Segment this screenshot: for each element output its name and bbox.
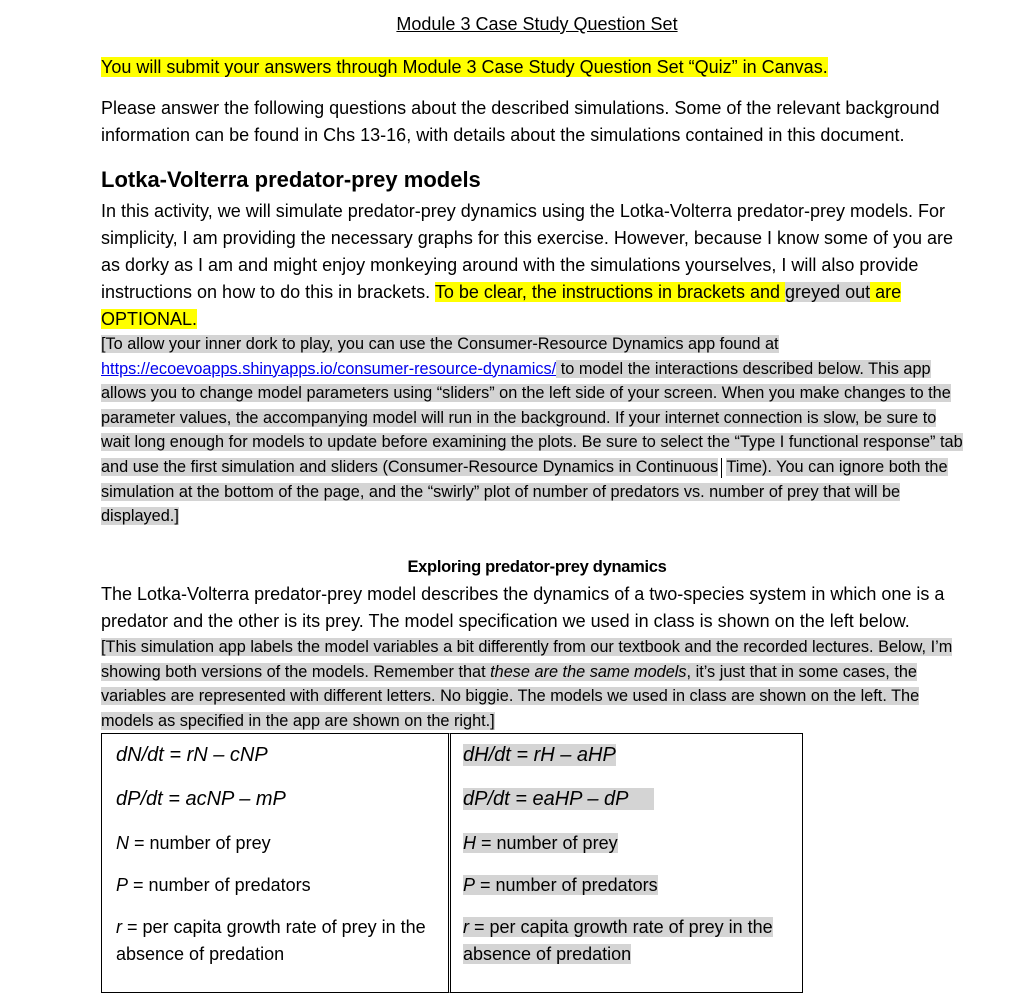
left-var-n-def: = number of prey xyxy=(129,833,271,853)
left-var-r-symbol: r xyxy=(116,917,122,937)
instructions-tail: Time). You can ignore both the simulation at the bottom of the page, and the “swirly” plot of number of predators vs. number of prey that will be displayed.] xyxy=(101,457,948,526)
left-var-r xyxy=(116,914,426,968)
subheading: Exploring predator-prey dynamics xyxy=(407,558,667,576)
right-eq-predator-text: dP/dt = eaHP – dP xyxy=(463,788,654,810)
app-model-cell xyxy=(448,733,803,993)
model-comparison-table xyxy=(101,733,803,993)
submit-note xyxy=(101,54,828,81)
app-labels-italic: these are the same models xyxy=(490,662,687,681)
right-var-h xyxy=(463,830,618,857)
instructions-intro: [To allow your inner dork to play, you can use the Consumer-Resource Dynamics app found at xyxy=(101,335,779,353)
lv-paragraph-main: In this activity, we will simulate predator-prey dynamics using the Lotka-Volterra predator-prey models. For simplicity, I am providing the necessary graphs for this exercise. However, because I know some of you are as dorky as I am and might enjoy monkeying around with the simulations yourselves, I will also provide instructions on how to do this in brackets. xyxy=(101,201,954,302)
right-eq-prey-text: dH/dt = rH – aHP xyxy=(463,744,616,766)
optional-highlight-a: To be clear, the instructions in brackets and xyxy=(434,282,786,302)
left-var-n xyxy=(116,830,271,857)
left-var-n-symbol: N xyxy=(116,833,129,853)
right-var-r xyxy=(463,914,773,968)
right-var-p-def: = number of predators xyxy=(475,875,658,895)
right-eq-predator xyxy=(463,786,654,813)
page-title: Module 3 Case Study Question Set xyxy=(396,14,678,34)
intro-paragraph: Please answer the following questions about the described simulations. Some of the relevant background information can be found in Chs 13-16, with details about the simulations contained in this document. xyxy=(101,98,940,145)
submit-note-text: You will submit your answers through Module 3 Case Study Question Set “Quiz” in Canvas. xyxy=(101,57,828,77)
right-var-h-symbol: H xyxy=(463,833,476,853)
right-var-p-symbol: P xyxy=(463,875,476,895)
app-labels-before: [This simulation app labels the model variables a bit differently from our textbook and the recorded lectures. Below, I’m showing both versions of the models. Remember that xyxy=(101,638,953,681)
right-var-r-block xyxy=(463,917,773,964)
left-var-p-def: = number of predators xyxy=(128,875,311,895)
right-var-p xyxy=(463,872,658,899)
left-eq-predator: dP/dt = acNP – mP xyxy=(116,788,286,810)
app-labels-after: , it’s just that in some cases, the variables are represented with different letters. No biggie. The models we used in class are shown on the left. The models as specified in the app are shown on the right.] xyxy=(101,662,920,730)
right-var-p-block xyxy=(463,875,658,895)
text-cursor xyxy=(721,458,722,478)
section-heading: Lotka-Volterra predator-prey models xyxy=(101,167,481,192)
right-var-h-block xyxy=(463,833,618,853)
right-eq-prey xyxy=(463,742,616,769)
left-var-r-def: = per capita growth rate of prey in the absence of predation xyxy=(116,917,426,964)
right-var-h-def: = number of prey xyxy=(476,833,618,853)
left-var-p xyxy=(116,872,311,899)
right-var-r-symbol: r xyxy=(463,917,469,937)
app-labels-note xyxy=(101,635,971,733)
lv-paragraph xyxy=(101,198,971,333)
instructions-body: to model the interactions described below. This app allows you to change model parameters using “sliders” on the left side of your screen. When you make changes to the parameter values, the accompanying model will run in the background. If your internet connection is slow, be sure to wait long enough for models to update before examining the plots. Be sure to select the “Type I functional response” tab and use the first simulation and sliders (Consumer-Resource Dynamics in Continuous xyxy=(101,359,963,476)
left-var-p-symbol: P xyxy=(116,875,129,895)
app-link[interactable]: https://ecoevoapps.shinyapps.io/consumer-resource-dynamics/ xyxy=(101,359,557,378)
optional-instructions xyxy=(101,332,969,529)
greyed-out-text: greyed out xyxy=(785,282,871,302)
left-eq-prey: dN/dt = rN – cNP xyxy=(116,744,268,766)
explore-paragraph: The Lotka-Volterra predator-prey model describes the dynamics of a two-species system in which one is a predator and the other is its prey. The model specification we used in class is shown on the left below. xyxy=(101,584,945,631)
class-model-cell xyxy=(101,733,448,993)
optional-highlight-b: are OPTIONAL. xyxy=(101,282,902,329)
right-var-r-def: = per capita growth rate of prey in the absence of predation xyxy=(463,917,773,964)
